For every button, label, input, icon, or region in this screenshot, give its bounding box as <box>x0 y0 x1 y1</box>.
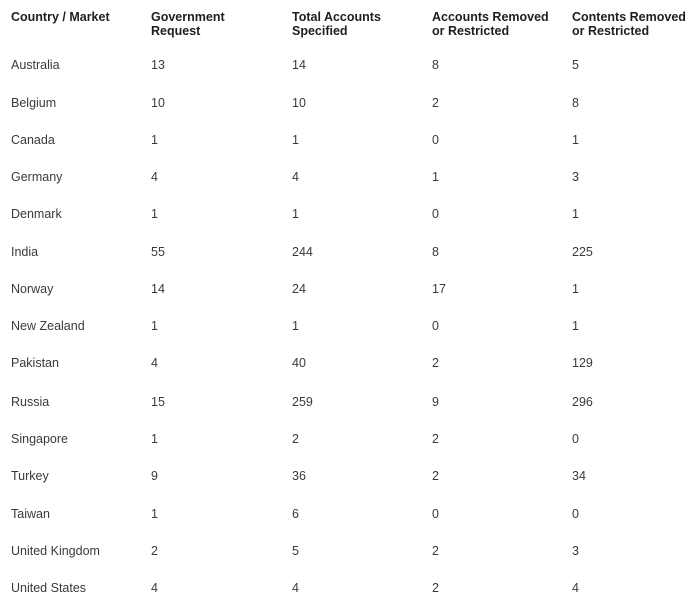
government-request-cell: 4 <box>151 356 158 370</box>
accounts-removed-cell: 8 <box>432 58 439 72</box>
accounts-removed-cell: 2 <box>432 356 439 370</box>
table-row <box>0 95 700 115</box>
government-request-cell: 4 <box>151 581 158 595</box>
table-header <box>0 10 700 44</box>
contents-removed-cell: 8 <box>572 96 579 110</box>
country-cell: New Zealand <box>11 319 85 333</box>
total-accounts-cell: 40 <box>292 356 306 370</box>
accounts-removed-cell: 8 <box>432 245 439 259</box>
table-row <box>0 543 700 563</box>
government-request-cell: 9 <box>151 469 158 483</box>
header-country-market: Country / Market <box>11 10 110 24</box>
table-row <box>0 132 700 152</box>
contents-removed-cell: 1 <box>572 133 579 147</box>
total-accounts-cell: 2 <box>292 432 299 446</box>
table-row <box>0 169 700 189</box>
header-contents-removed-restricted: Contents Removed or Restricted <box>572 10 686 38</box>
accounts-removed-cell: 1 <box>432 170 439 184</box>
country-cell: United States <box>11 581 87 595</box>
table-row <box>0 281 700 301</box>
country-cell: Canada <box>11 133 55 147</box>
government-request-cell: 2 <box>151 544 158 558</box>
government-request-cell: 1 <box>151 507 158 521</box>
total-accounts-cell: 4 <box>292 170 299 184</box>
contents-removed-cell: 225 <box>572 245 593 259</box>
government-request-cell: 1 <box>151 207 158 221</box>
header-accounts-removed-restricted: Accounts Removed or Restricted <box>432 10 549 38</box>
total-accounts-cell: 1 <box>292 133 299 147</box>
contents-removed-cell: 129 <box>572 356 593 370</box>
country-cell: Norway <box>11 282 54 296</box>
table-row <box>0 244 700 264</box>
country-cell: United Kingdom <box>11 544 100 558</box>
total-accounts-cell: 24 <box>292 282 306 296</box>
table-row <box>0 431 700 451</box>
contents-removed-cell: 4 <box>572 581 579 595</box>
government-request-cell: 15 <box>151 395 165 409</box>
total-accounts-cell: 14 <box>292 58 306 72</box>
header-government-request: Government Request <box>151 10 225 38</box>
country-cell: Australia <box>11 58 60 72</box>
country-cell: Taiwan <box>11 507 50 521</box>
accounts-removed-cell: 0 <box>432 207 439 221</box>
total-accounts-cell: 6 <box>292 507 299 521</box>
government-request-cell: 4 <box>151 170 158 184</box>
accounts-removed-cell: 2 <box>432 581 439 595</box>
total-accounts-cell: 4 <box>292 581 299 595</box>
contents-removed-cell: 0 <box>572 507 579 521</box>
table-row <box>0 580 700 600</box>
contents-removed-cell: 3 <box>572 170 579 184</box>
contents-removed-cell: 34 <box>572 469 586 483</box>
total-accounts-cell: 259 <box>292 395 313 409</box>
country-cell: Turkey <box>11 469 49 483</box>
government-request-cell: 1 <box>151 319 158 333</box>
accounts-removed-cell: 9 <box>432 395 439 409</box>
country-cell: Belgium <box>11 96 57 110</box>
country-cell: Denmark <box>11 207 62 221</box>
contents-removed-cell: 3 <box>572 544 579 558</box>
accounts-removed-cell: 2 <box>432 469 439 483</box>
table-row <box>0 206 700 226</box>
country-cell: India <box>11 245 39 259</box>
government-request-cell: 10 <box>151 96 165 110</box>
total-accounts-cell: 244 <box>292 245 313 259</box>
accounts-removed-cell: 0 <box>432 507 439 521</box>
table-row <box>0 394 700 414</box>
table-row <box>0 318 700 338</box>
country-cell: Singapore <box>11 432 68 446</box>
accounts-removed-cell: 0 <box>432 319 439 333</box>
accounts-removed-cell: 2 <box>432 544 439 558</box>
country-cell: Germany <box>11 170 63 184</box>
country-cell: Russia <box>11 395 50 409</box>
government-request-cell: 13 <box>151 58 165 72</box>
accounts-removed-cell: 2 <box>432 96 439 110</box>
contents-removed-cell: 0 <box>572 432 579 446</box>
table-row <box>0 355 700 375</box>
government-request-cell: 1 <box>151 133 158 147</box>
accounts-removed-cell: 2 <box>432 432 439 446</box>
government-request-cell: 14 <box>151 282 165 296</box>
contents-removed-cell: 1 <box>572 282 579 296</box>
government-request-cell: 1 <box>151 432 158 446</box>
contents-removed-cell: 296 <box>572 395 593 409</box>
country-cell: Pakistan <box>11 356 59 370</box>
accounts-removed-cell: 0 <box>432 133 439 147</box>
total-accounts-cell: 36 <box>292 469 306 483</box>
government-request-cell: 55 <box>151 245 165 259</box>
total-accounts-cell: 1 <box>292 319 299 333</box>
total-accounts-cell: 5 <box>292 544 299 558</box>
table-row <box>0 506 700 526</box>
contents-removed-cell: 1 <box>572 207 579 221</box>
accounts-removed-cell: 17 <box>432 282 446 296</box>
table-row <box>0 468 700 488</box>
header-total-accounts-specified: Total Accounts Specified <box>292 10 381 38</box>
contents-removed-cell: 5 <box>572 58 579 72</box>
table-row <box>0 57 700 77</box>
total-accounts-cell: 1 <box>292 207 299 221</box>
total-accounts-cell: 10 <box>292 96 306 110</box>
contents-removed-cell: 1 <box>572 319 579 333</box>
